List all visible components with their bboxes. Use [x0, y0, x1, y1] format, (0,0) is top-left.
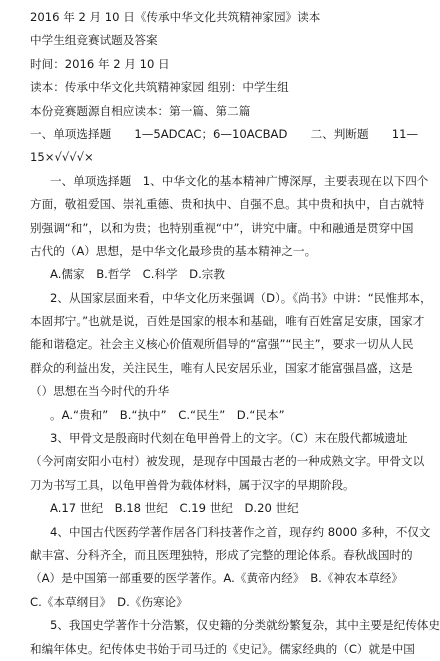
- answer-key-line-2: 15×√√√√×: [30, 150, 94, 165]
- question-4-options: C.《本草纲目》 D.《伤寒论》: [30, 594, 188, 609]
- doc-reader-group: 读本：传承中华文化共筑精神家园 组别：中学生组: [30, 80, 289, 95]
- question-3-line-3: 刀为书写工具，以龟甲兽骨为载体材料，属于汉字的早期阶段。: [30, 477, 355, 492]
- question-1-options: A.儒家 B.哲学 C.科学 D.宗教: [50, 267, 225, 282]
- question-1-line-4: 古代的（A）思想，是中华文化最珍贵的基本精神之一。: [30, 243, 317, 258]
- doc-source: 本份竞赛题源自相应读本：第一篇、第二篇: [30, 103, 251, 118]
- question-1-line-2: 方面，敬祖爱国、崇礼重德、贵和执中、自强不息。其中贵和执中，自古就特: [30, 197, 425, 212]
- question-4-line-1: 4、中国古代医药学著作居各门科技著作之首，现存约 8000 多种，不仅文: [50, 524, 431, 539]
- question-4-line-3: （A）是中国第一部重要的医学著作。A.《黄帝内经》 B.《神农本草经》: [30, 571, 403, 586]
- question-2-line-3: 能和谐稳定。社会主义核心价值观所倡导的“富强”“民主”，要求一切从人民: [30, 337, 414, 352]
- doc-subtitle: 中学生组竞赛试题及答案: [30, 33, 158, 48]
- question-3-line-2: （今河南安阳小屯村）被发现，是现存中国最古老的一种成熟文字。甲骨文以: [30, 454, 425, 469]
- question-1-line-3: 别强调“和”，以和为贵；也特别重视“中”，讲究中庸。中和融通是贯穿中国: [30, 220, 414, 235]
- question-2-line-2: 本固邦宁。”也就是说，百姓是国家的根本和基础，唯有百姓富足安康，国家才: [30, 314, 425, 329]
- doc-time: 时间：2016 年 2 月 10 日: [30, 56, 170, 71]
- question-3-options: A.17 世纪 B.18 世纪 C.19 世纪 D.20 世纪: [50, 501, 299, 516]
- question-2-options: 。A.“贵和” B.“执中” C.“民生” D.“民本”: [50, 407, 285, 422]
- question-4-line-2: 献丰富、分科齐全，而且医理独特，形成了完整的理论体系。春秋战国时的: [30, 547, 413, 562]
- question-5-line-1: 5、我国史学著作十分浩繁，仅史籍的分类就纷繁复杂，其中主要是纪传体史: [50, 618, 440, 633]
- answer-key-line-1: 一、单项选择题 1—5ADCAC；6—10ACBAD 二、判断题 11—: [30, 126, 419, 141]
- question-2-line-1: 2、从国家层面来看，中华文化历来强调（D）。《尚书》中讲：“民惟邦本，: [50, 290, 432, 305]
- question-3-line-1: 3、甲骨文是殷商时代刻在龟甲兽骨上的文字。（C）末在殷代都城遗址: [50, 431, 408, 446]
- question-1-line-1: 一、单项选择题 1、中华文化的基本精神广博深厚，主要表现在以下四个: [50, 173, 429, 188]
- question-5-line-2: 和编年体史。纪传体史书始于司马迁的《史记》。儒家经典的（C）就是中国: [30, 641, 415, 656]
- question-2-line-4: 群众的利益出发，关注民生，唯有人民安居乐业，国家才能富强昌盛，这是: [30, 360, 413, 375]
- doc-title: 2016 年 2 月 10 日《传承中华文化共筑精神家园》读本: [30, 10, 321, 24]
- question-2-line-5: （）思想在当今时代的升华: [30, 384, 170, 399]
